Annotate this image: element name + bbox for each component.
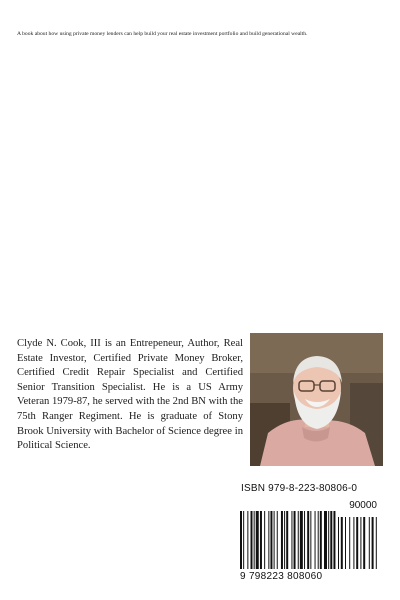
author-bio: Clyde N. Cook, III is an Entrepeneur, Author, Real Estate Investor, Certified Private Money Broker, Certified Credit Repair Specialist and Certified Senior Transition Specialist. He is a US Army Veteran 1979-87, he served with the 2nd BN with the 75th Ranger Regiment. He is graduate of Stony Brook University with Bachelor of Science degree in Political Science. [17,338,243,452]
isbn-barcode [228,483,383,585]
ean-digits: 9 798223 808060 [240,571,323,582]
author-photo [250,333,383,466]
barcode-bars [240,511,380,571]
isbn-label: ISBN 979-8-223-80806-0 [241,483,358,494]
back-cover-tagline: A book about how using private money lenders can help build your real estate investment portfolio and build generational wealth. [17,31,308,37]
price-code: 90000 [349,500,377,511]
